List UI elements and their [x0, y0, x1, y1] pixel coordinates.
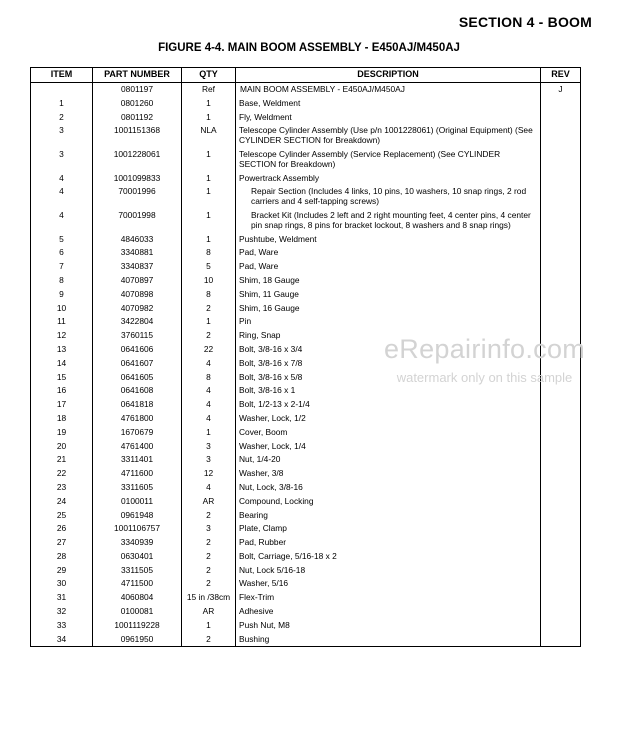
table-header-row [31, 68, 581, 83]
part-number-cell: 0641605 [93, 371, 182, 385]
item-cell: 3 [31, 148, 93, 172]
table-row [31, 591, 581, 605]
description-cell: Bracket Kit (Includes 2 left and 2 right mounting feet, 4 center pins, 4 center pin snap rings, 8 pins for bracket lockout, 8 washers and 8 snap rings) [236, 209, 541, 233]
item-cell: 22 [31, 467, 93, 481]
parts-table-body [31, 83, 581, 647]
rev-cell [541, 453, 581, 467]
rev-cell [541, 343, 581, 357]
part-number-cell: 0961948 [93, 509, 182, 523]
rev-cell [541, 481, 581, 495]
qty-cell: 2 [182, 633, 236, 647]
part-number-cell: 4761800 [93, 412, 182, 426]
item-cell: 11 [31, 315, 93, 329]
description-cell: Bolt, 1/2-13 x 2-1/4 [236, 398, 541, 412]
watermark-sub-text: watermark only on this sample [396, 370, 573, 385]
description-cell: Fly, Weldment [236, 111, 541, 125]
part-number-cell: 0801192 [93, 111, 182, 125]
rev-cell [541, 371, 581, 385]
description-cell: Bolt, Carriage, 5/16-18 x 2 [236, 550, 541, 564]
part-number-cell: 0630401 [93, 550, 182, 564]
table-row [31, 384, 581, 398]
description-cell: Base, Weldment [236, 97, 541, 111]
item-cell: 28 [31, 550, 93, 564]
qty-cell: 3 [182, 440, 236, 454]
rev-cell [541, 509, 581, 523]
column-header-item: ITEM [31, 68, 93, 83]
item-cell: 4 [31, 209, 93, 233]
part-number-cell: 3340881 [93, 246, 182, 260]
table-row [31, 412, 581, 426]
part-number-cell: 0641608 [93, 384, 182, 398]
rev-cell [541, 550, 581, 564]
description-cell: Flex-Trim [236, 591, 541, 605]
table-row [31, 633, 581, 647]
rev-cell [541, 412, 581, 426]
part-number-cell: 3422804 [93, 315, 182, 329]
rev-cell [541, 124, 581, 148]
part-number-cell: 3340939 [93, 536, 182, 550]
part-number-cell: 1001099833 [93, 172, 182, 186]
part-number-cell: 3311505 [93, 564, 182, 578]
rev-cell [541, 274, 581, 288]
description-cell: Pushtube, Weldment [236, 233, 541, 247]
description-cell: Compound, Locking [236, 495, 541, 509]
description-cell: Washer, Lock, 1/2 [236, 412, 541, 426]
qty-cell: 4 [182, 412, 236, 426]
description-cell: Shim, 11 Gauge [236, 288, 541, 302]
qty-cell: 8 [182, 288, 236, 302]
qty-cell: 2 [182, 564, 236, 578]
description-cell: Pad, Ware [236, 246, 541, 260]
rev-cell [541, 536, 581, 550]
part-number-cell: 1001106757 [93, 522, 182, 536]
description-cell: Powertrack Assembly [236, 172, 541, 186]
description-cell: Bearing [236, 509, 541, 523]
description-cell: Shim, 18 Gauge [236, 274, 541, 288]
rev-cell [541, 260, 581, 274]
description-cell: Bolt, 3/8-16 x 5/8 [236, 371, 541, 385]
item-cell: 4 [31, 185, 93, 209]
part-number-cell: 0641606 [93, 343, 182, 357]
part-number-cell: 0100081 [93, 605, 182, 619]
item-cell: 30 [31, 577, 93, 591]
description-cell: Bolt, 3/8-16 x 3/4 [236, 343, 541, 357]
rev-cell [541, 233, 581, 247]
item-cell: 2 [31, 111, 93, 125]
table-row [31, 274, 581, 288]
description-cell: Bolt, 3/8-16 x 1 [236, 384, 541, 398]
part-number-cell: 1670679 [93, 426, 182, 440]
table-row [31, 315, 581, 329]
description-cell: Washer, 5/16 [236, 577, 541, 591]
rev-cell [541, 426, 581, 440]
rev-cell [541, 398, 581, 412]
item-cell: 21 [31, 453, 93, 467]
qty-cell: 2 [182, 536, 236, 550]
part-number-cell: 70001998 [93, 209, 182, 233]
rev-cell [541, 384, 581, 398]
item-cell: 6 [31, 246, 93, 260]
item-cell: 18 [31, 412, 93, 426]
part-number-cell: 3311605 [93, 481, 182, 495]
qty-cell: 3 [182, 522, 236, 536]
table-row [31, 209, 581, 233]
figure-title: FIGURE 4-4. MAIN BOOM ASSEMBLY - E450AJ/M450AJ [158, 42, 460, 54]
qty-cell: 22 [182, 343, 236, 357]
part-number-cell: 0641607 [93, 357, 182, 371]
column-header-rev: REV [541, 68, 581, 83]
table-row [31, 233, 581, 247]
rev-cell [541, 357, 581, 371]
part-number-cell: 0961950 [93, 633, 182, 647]
item-cell: 14 [31, 357, 93, 371]
qty-cell: 1 [182, 148, 236, 172]
table-row [31, 522, 581, 536]
rev-cell: J [541, 83, 581, 97]
rev-cell [541, 172, 581, 186]
qty-cell: 2 [182, 577, 236, 591]
column-header-description: DESCRIPTION [236, 68, 541, 83]
item-cell: 8 [31, 274, 93, 288]
item-cell: 20 [31, 440, 93, 454]
rev-cell [541, 577, 581, 591]
table-row [31, 426, 581, 440]
rev-cell [541, 209, 581, 233]
item-cell: 34 [31, 633, 93, 647]
part-number-cell: 0801197 [93, 83, 182, 97]
rev-cell [541, 246, 581, 260]
item-cell: 16 [31, 384, 93, 398]
description-cell: Washer, Lock, 1/4 [236, 440, 541, 454]
qty-cell: 2 [182, 550, 236, 564]
part-number-cell: 0641818 [93, 398, 182, 412]
item-cell [31, 83, 93, 97]
description-cell: Bolt, 3/8-16 x 7/8 [236, 357, 541, 371]
column-header-qty: QTY [182, 68, 236, 83]
table-row [31, 509, 581, 523]
watermark-main-text: eRepairinfo.com [383, 334, 586, 364]
part-number-cell: 4711600 [93, 467, 182, 481]
description-cell: Nut, Lock 5/16-18 [236, 564, 541, 578]
description-cell: Telescope Cylinder Assembly (Service Replacement) (See CYLINDER SECTION for Breakdown) [236, 148, 541, 172]
part-number-cell: 1001151368 [93, 124, 182, 148]
item-cell: 23 [31, 481, 93, 495]
description-cell: MAIN BOOM ASSEMBLY - E450AJ/M450AJ [236, 83, 541, 97]
part-number-cell: 0100011 [93, 495, 182, 509]
table-row [31, 111, 581, 125]
description-cell: Push Nut, M8 [236, 619, 541, 633]
item-cell: 12 [31, 329, 93, 343]
rev-cell [541, 288, 581, 302]
rev-cell [541, 185, 581, 209]
description-cell: Nut, 1/4-20 [236, 453, 541, 467]
part-number-cell: 4060804 [93, 591, 182, 605]
table-row [31, 550, 581, 564]
qty-cell: AR [182, 495, 236, 509]
part-number-cell: 1001228061 [93, 148, 182, 172]
table-row [31, 97, 581, 111]
qty-cell: 1 [182, 185, 236, 209]
item-cell: 3 [31, 124, 93, 148]
part-number-cell: 4711500 [93, 577, 182, 591]
qty-cell: 4 [182, 481, 236, 495]
qty-cell: 8 [182, 246, 236, 260]
rev-cell [541, 97, 581, 111]
rev-cell [541, 111, 581, 125]
qty-cell: 5 [182, 260, 236, 274]
qty-cell: 8 [182, 371, 236, 385]
table-row [31, 564, 581, 578]
rev-cell [541, 440, 581, 454]
item-cell: 31 [31, 591, 93, 605]
table-row [31, 440, 581, 454]
qty-cell: 1 [182, 233, 236, 247]
part-number-cell: 0801260 [93, 97, 182, 111]
qty-cell: 15 in /38cm [182, 591, 236, 605]
column-header-part-number: PART NUMBER [93, 68, 182, 83]
table-row [31, 495, 581, 509]
qty-cell: 4 [182, 357, 236, 371]
rev-cell [541, 591, 581, 605]
qty-cell: 2 [182, 509, 236, 523]
rev-cell [541, 315, 581, 329]
qty-cell: 1 [182, 426, 236, 440]
table-row [31, 124, 581, 148]
table-row [31, 172, 581, 186]
table-row [31, 619, 581, 633]
table-row [31, 343, 581, 357]
description-cell: Bushing [236, 633, 541, 647]
table-row [31, 148, 581, 172]
qty-cell: 3 [182, 453, 236, 467]
item-cell: 5 [31, 233, 93, 247]
rev-cell [541, 633, 581, 647]
table-row [31, 246, 581, 260]
parts-table [30, 67, 581, 647]
item-cell: 19 [31, 426, 93, 440]
item-cell: 27 [31, 536, 93, 550]
table-row [31, 260, 581, 274]
rev-cell [541, 522, 581, 536]
item-cell: 9 [31, 288, 93, 302]
description-cell: Telescope Cylinder Assembly (Use p/n 1001228061) (Original Equipment) (See CYLINDER SECTION for Breakdown) [236, 124, 541, 148]
part-number-cell: 4070982 [93, 302, 182, 316]
item-cell: 13 [31, 343, 93, 357]
rev-cell [541, 605, 581, 619]
item-cell: 10 [31, 302, 93, 316]
item-cell: 1 [31, 97, 93, 111]
description-cell: Plate, Clamp [236, 522, 541, 536]
item-cell: 24 [31, 495, 93, 509]
part-number-cell: 4070898 [93, 288, 182, 302]
table-row [31, 536, 581, 550]
item-cell: 4 [31, 172, 93, 186]
part-number-cell: 1001119228 [93, 619, 182, 633]
qty-cell: 1 [182, 619, 236, 633]
table-row [31, 302, 581, 316]
table-row [31, 288, 581, 302]
description-cell: Pad, Rubber [236, 536, 541, 550]
item-cell: 33 [31, 619, 93, 633]
section-title: SECTION 4 - BOOM [458, 14, 592, 30]
qty-cell: 4 [182, 384, 236, 398]
description-cell: Pad, Ware [236, 260, 541, 274]
item-cell: 32 [31, 605, 93, 619]
description-cell: Repair Section (Includes 4 links, 10 pins, 10 washers, 10 snap rings, 2 rod carriers and 4 self-tapping screws) [236, 185, 541, 209]
description-cell: Shim, 16 Gauge [236, 302, 541, 316]
table-row [31, 481, 581, 495]
qty-cell: 1 [182, 111, 236, 125]
table-row [31, 329, 581, 343]
rev-cell [541, 148, 581, 172]
description-cell: Ring, Snap [236, 329, 541, 343]
description-cell: Pin [236, 315, 541, 329]
qty-cell: 12 [182, 467, 236, 481]
table-row [31, 577, 581, 591]
table-row [31, 467, 581, 481]
table-row [31, 185, 581, 209]
description-cell: Cover, Boom [236, 426, 541, 440]
qty-cell: NLA [182, 124, 236, 148]
qty-cell: 4 [182, 398, 236, 412]
part-number-cell: 3760115 [93, 329, 182, 343]
rev-cell [541, 564, 581, 578]
qty-cell: 1 [182, 97, 236, 111]
rev-cell [541, 495, 581, 509]
part-number-cell: 4070897 [93, 274, 182, 288]
item-cell: 26 [31, 522, 93, 536]
qty-cell: 1 [182, 209, 236, 233]
qty-cell: AR [182, 605, 236, 619]
item-cell: 29 [31, 564, 93, 578]
part-number-cell: 4761400 [93, 440, 182, 454]
qty-cell: 2 [182, 302, 236, 316]
description-cell: Nut, Lock, 3/8-16 [236, 481, 541, 495]
qty-cell: 1 [182, 315, 236, 329]
item-cell: 15 [31, 371, 93, 385]
table-row [31, 357, 581, 371]
qty-cell: 10 [182, 274, 236, 288]
part-number-cell: 3311401 [93, 453, 182, 467]
table-row [31, 83, 581, 97]
qty-cell: 1 [182, 172, 236, 186]
rev-cell [541, 467, 581, 481]
qty-cell: Ref [182, 83, 236, 97]
rev-cell [541, 302, 581, 316]
rev-cell [541, 329, 581, 343]
item-cell: 7 [31, 260, 93, 274]
part-number-cell: 70001996 [93, 185, 182, 209]
description-cell: Washer, 3/8 [236, 467, 541, 481]
table-row [31, 398, 581, 412]
item-cell: 25 [31, 509, 93, 523]
rev-cell [541, 619, 581, 633]
part-number-cell: 4846033 [93, 233, 182, 247]
table-row [31, 453, 581, 467]
table-row [31, 605, 581, 619]
part-number-cell: 3340837 [93, 260, 182, 274]
description-cell: Adhesive [236, 605, 541, 619]
qty-cell: 2 [182, 329, 236, 343]
item-cell: 17 [31, 398, 93, 412]
table-row [31, 371, 581, 385]
